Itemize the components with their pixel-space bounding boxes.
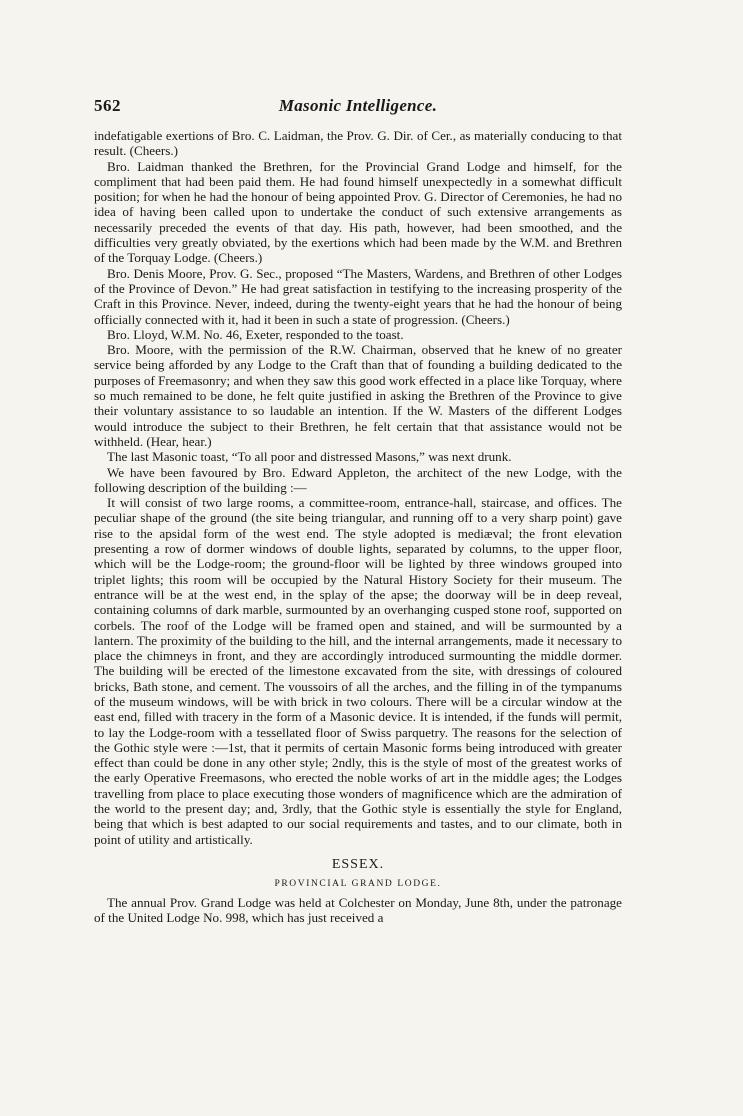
page-number: 562 bbox=[94, 96, 121, 115]
page-header bbox=[94, 96, 622, 126]
text-column bbox=[94, 96, 622, 926]
paragraph-lloyd-response: Bro. Lloyd, W.M. No. 46, Exeter, responded to the toast. bbox=[107, 326, 404, 342]
paragraph-last-toast: The last Masonic toast, “To all poor and distressed Masons,” was next drunk. bbox=[107, 449, 512, 465]
paragraph-appleton-intro: We have been favoured by Bro. Edward Appleton, the architect of the new Lodge, with the following description of the building :— bbox=[94, 464, 622, 495]
paragraph-moore-observation: Bro. Moore, with the permission of the R.W. Chairman, observed that he knew of no greater service being afforded by any Lodge to the Craft than that of founding a building dedicated to the purposes of Freemasonry; and when they saw this good work effected in a place like Torquay, where so much remained to be done, he felt quite justified in asking the Brethren of the Province to give their voluntary assistance to so laudable an intention. If the W. Masters of the different Lodges would introduce the subject to their Brethren, he felt certain that that assistance would not be withheld. (Hear, hear.) bbox=[94, 342, 622, 449]
section-title: ESSEX. bbox=[331, 856, 385, 872]
paragraph-continuation: indefatigable exertions of Bro. C. Laidman, the Prov. G. Dir. of Cer., as materially conducing to that result. (Cheers.) bbox=[94, 128, 622, 159]
paragraph-moore-toast: Bro. Denis Moore, Prov. G. Sec., proposed “The Masters, Wardens, and Brethren of other Lodges of the Province of Devon.” He had great satisfaction in testifying to the increasing prosperity of the Craft in this Province. Never, indeed, during the twenty-eight years that he had the honour of being officially connected with it, had it been in such a state of progression. (Cheers.) bbox=[94, 265, 622, 327]
paragraph-building-description: It will consist of two large rooms, a committee-room, entrance-hall, staircase, and offices. The peculiar shape of the ground (the site being triangular, and running off to a very sharp point) gave rise to the apsidal form of the west end. The style adopted is mediæval; the front elevation presenting a row of dormer windows of double lights, separated by columns, to the upper floor, which will be the Lodge-room; the ground-floor will be lighted by three windows grouped into triplet lights; this room will be occupied by the Natural History Society for their museum. The entrance will be at the west end, in the splay of the apse; the doorway will be in deep reveal, containing columns of dark marble, surmounted by an overhanging cusped stone roof, supported on corbels. The roof of the Lodge will be framed open and stained, and will be surmounted by a lantern. The proximity of the building to the hill, and the internal arrangements, made it necessary to place the chimneys in front, and they are accordingly introduced surmounting the middle dormer. The building will be erected of the limestone excavated from the site, with dressings of coloured bricks, Bath stone, and cement. The voussoirs of all the arches, and the filling in of the tympanums of the museum windows, will be with brick in two colours. There will be a circular window at the east end, filled with tracery in the form of a Masonic device. It is intended, if the funds will permit, to lay the Lodge-room with a tessellated floor of Swiss parquetry. The reasons for the selection of the Gothic style were :—1st, that it permits of certain Masonic forms being introduced with greater effect than could be done in any other style; 2ndly, this is the style of most of the greatest works of the early Operative Freemasons, who erected the noble works of art in the middle ages; the Lodges travelling from place to place executing those wonders of magnificence which are the admiration of the world to the present day; and, 3rdly, that the Gothic style is essentially the style for England, being that which is best adapted to our social requirements and tastes, and to our climate, both in point of utility and artistically. bbox=[94, 495, 622, 847]
running-title: Masonic Intelligence. bbox=[278, 96, 438, 115]
paragraph-laidman-reply: Bro. Laidman thanked the Brethren, for the Provincial Grand Lodge and himself, for the compliment that had been paid them. He had found himself unexpectedly in a somewhat difficult position; for when he had the honour of being appointed Prov. G. Director of Ceremonies, he had no idea of having been called upon to undertake the conduct of such extensive arrangements as necessarily preceded the events of that day. His path, however, had been smoothed, and the difficulties very greatly obviated, by the exertions which had been made by the W.M. and Brethren of the Torquay Lodge. (Cheers.) bbox=[94, 158, 622, 266]
paragraph-essex-opening: The annual Prov. Grand Lodge was held at Colchester on Monday, June 8th, under the patronage of the United Lodge No. 998, which has just received a bbox=[94, 894, 622, 926]
section-subtitle: PROVINCIAL GRAND LODGE. bbox=[274, 878, 442, 889]
